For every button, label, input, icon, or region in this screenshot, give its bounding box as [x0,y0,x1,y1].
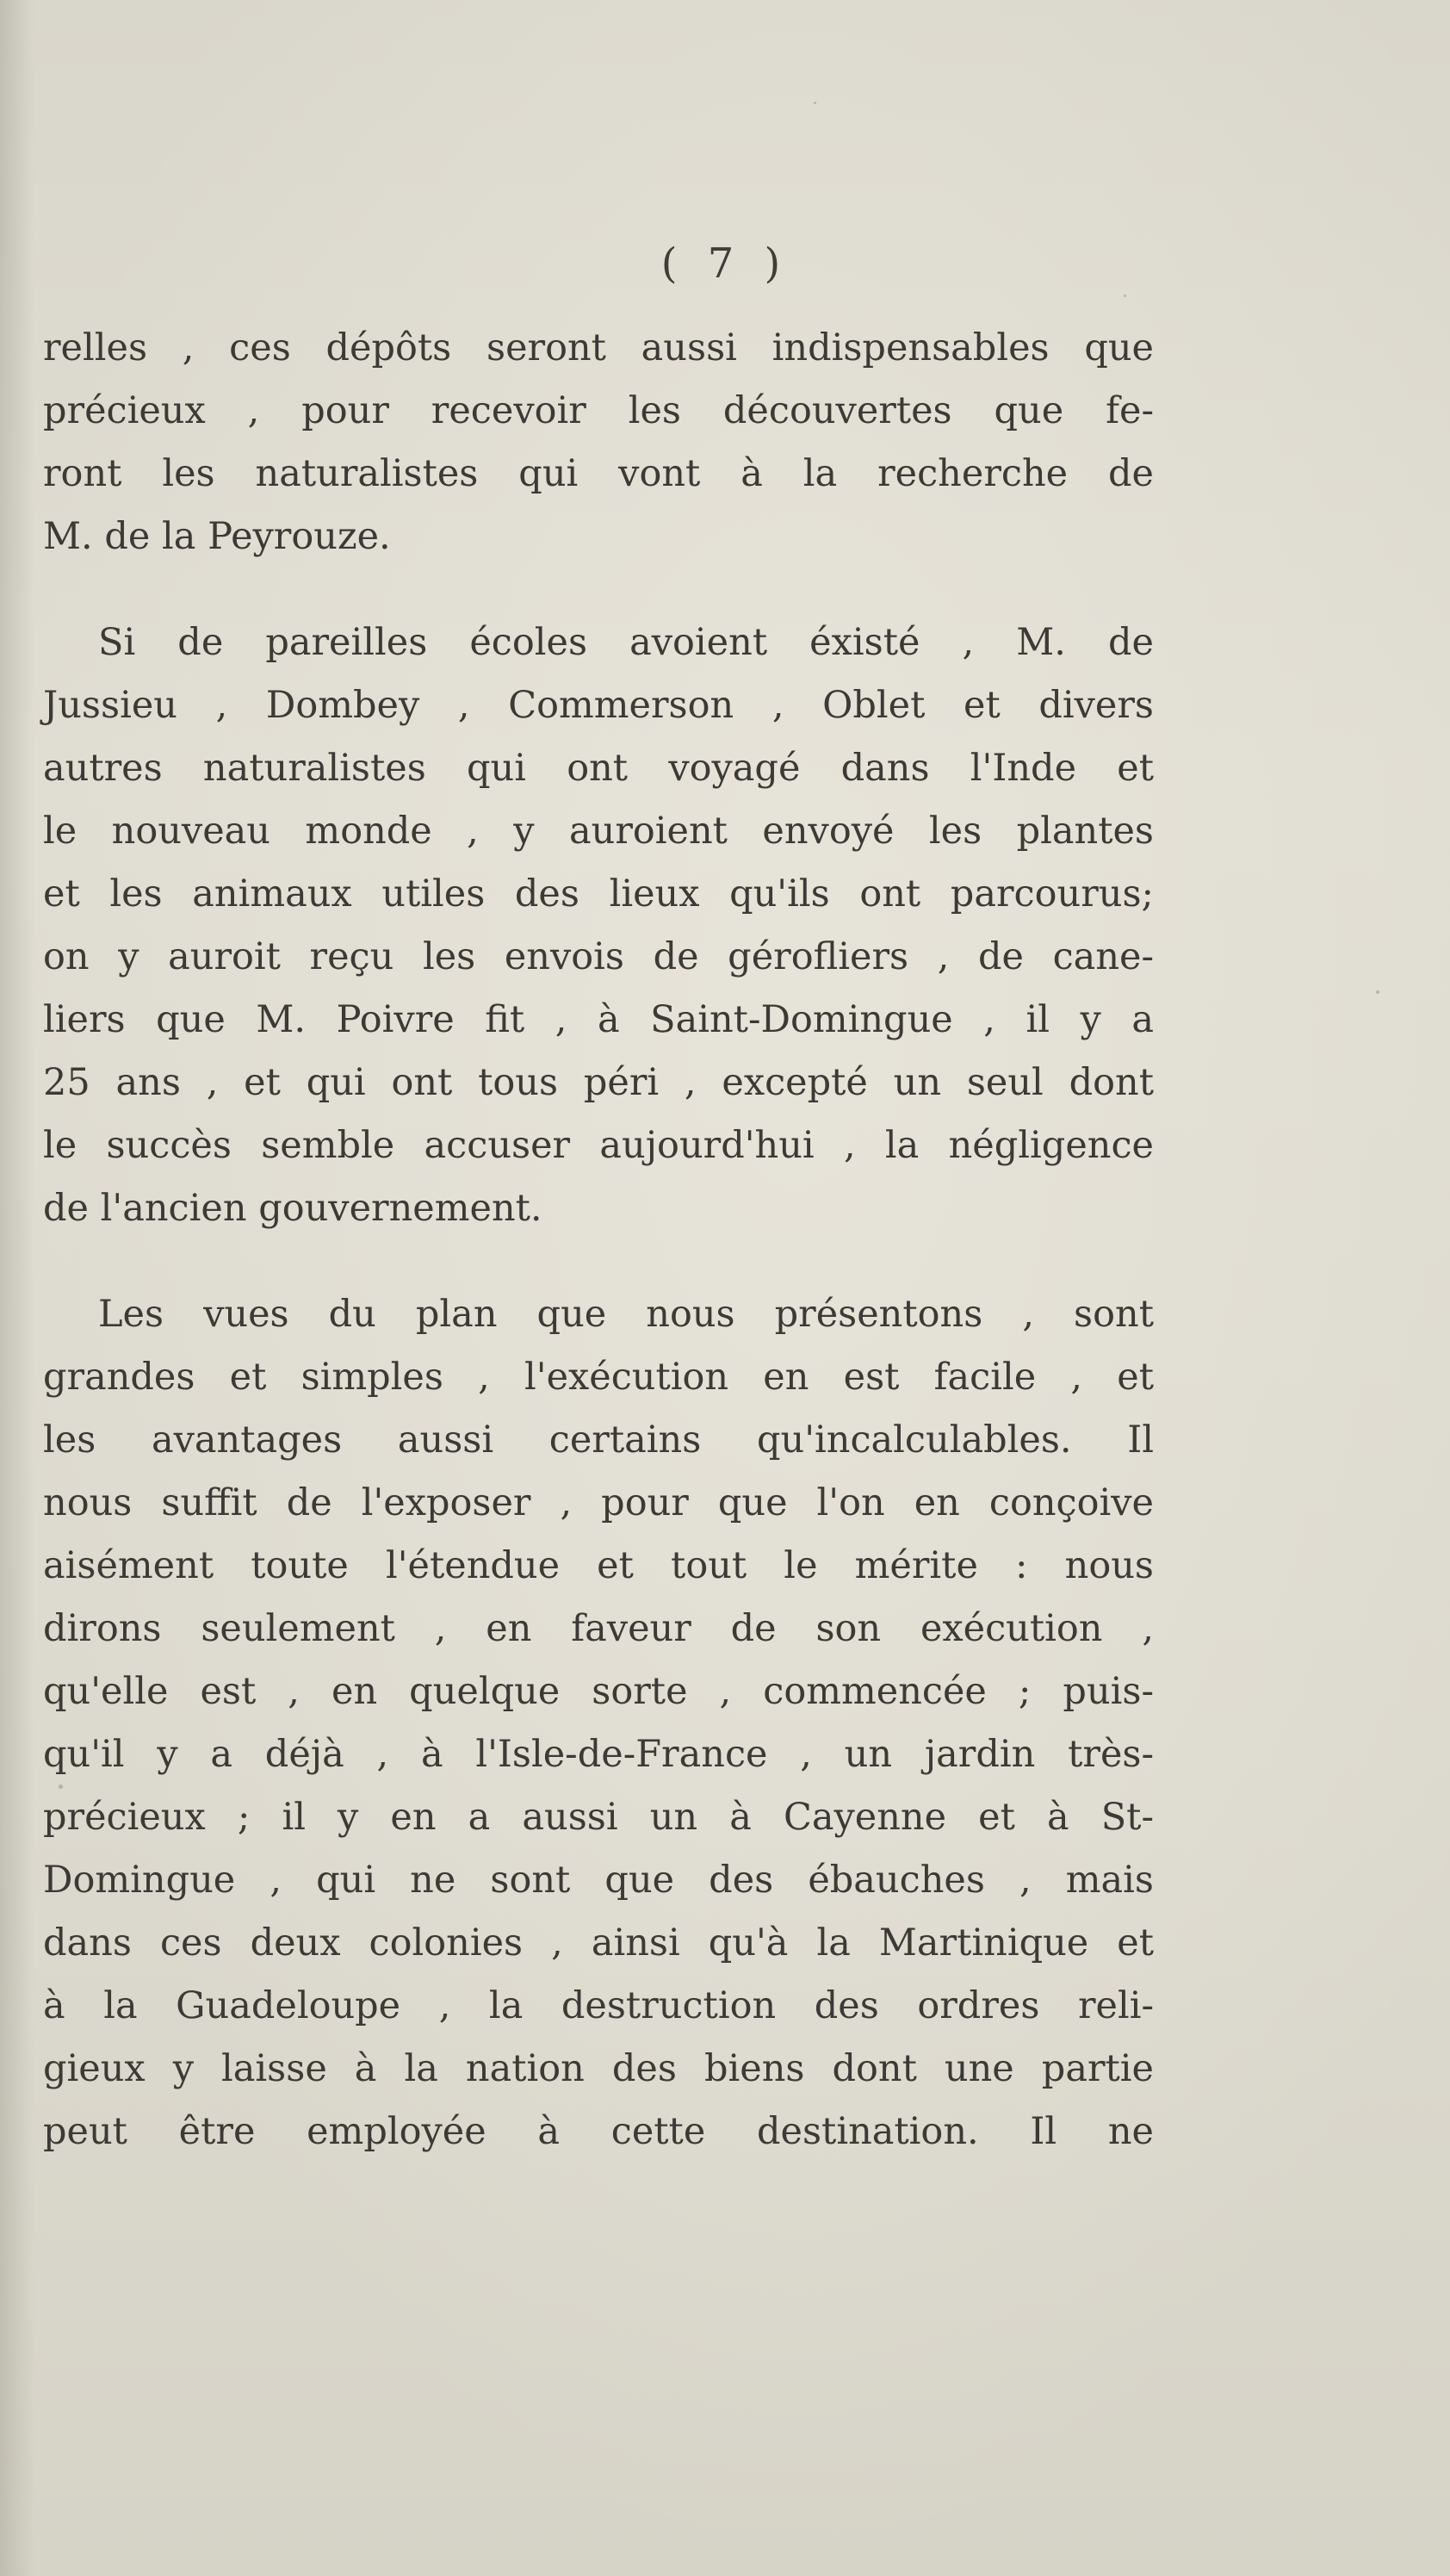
text-line: ront les naturalistes qui vont à la recherche de [43,452,1154,495]
text-line: qu'il y a déjà , à l'Isle-de-France , un jardin très- [43,1733,1154,1776]
text-line: le succès semble accuser aujourd'hui , la négligence [43,1124,1154,1167]
paragraph-2 [43,611,1154,1240]
text-line: aisément toute l'étendue et tout le mérite : nous [43,1544,1154,1587]
text-line: 25 ans , et qui ont tous péri , excepté un seul dont [43,1061,1154,1104]
text-line: précieux , pour recevoir les découvertes que fe- [43,389,1154,432]
text-line: Si de pareilles écoles avoient éxisté , M. de [98,621,1154,664]
body-text [43,317,1154,2163]
text-line: gieux y laisse à la nation des biens dont une partie [43,2047,1154,2090]
binding-shadow [0,0,34,2576]
paper-speck [814,102,816,104]
text-line: on y auroit reçu les envois de gérofliers , de cane- [43,935,1154,978]
text-line: M. de la Peyrouze. [43,515,391,558]
text-line: autres naturalistes qui ont voyagé dans l'Inde et [43,747,1154,790]
text-line: dans ces deux colonies , ainsi qu'à la Martinique et [43,1921,1154,1965]
text-line: à la Guadeloupe , la destruction des ordres reli- [43,1984,1154,2027]
text-line: liers que M. Poivre fit , à Saint-Domingue , il y a [43,998,1154,1041]
paragraph-1 [43,317,1154,568]
text-line: nous suffit de l'exposer , pour que l'on en conçoive [43,1481,1154,1524]
text-line: Les vues du plan que nous présentons , sont [98,1293,1154,1336]
text-line: Domingue , qui ne sont que des ébauches , mais [43,1859,1154,1902]
paragraph-3 [43,1283,1154,2163]
text-line: le nouveau monde , y auroient envoyé les plantes [43,810,1154,853]
page-number: ( 7 ) [660,239,790,288]
text-line: Jussieu , Dombey , Commerson , Oblet et divers [43,684,1154,727]
text-line: dirons seulement , en faveur de son exécution , [43,1607,1154,1650]
text-line: précieux ; il y en a aussi un à Cayenne et à St- [43,1796,1154,1839]
text-line: les avantages aussi certains qu'incalculables. Il [43,1418,1154,1462]
paper-speck [1124,295,1126,297]
text-line: et les animaux utiles des lieux qu'ils ont parcourus; [43,872,1154,916]
paper-speck [1376,990,1379,994]
paper-speck [59,1785,63,1789]
text-line: de l'ancien gouvernement. [43,1187,542,1230]
text-line: qu'elle est , en quelque sorte , commencée ; puis- [43,1670,1154,1713]
text-line: relles , ces dépôts seront aussi indispensables que [43,326,1154,369]
text-line: peut être employée à cette destination. Il ne [43,2110,1154,2153]
text-line: grandes et simples , l'exécution en est facile , et [43,1356,1154,1399]
